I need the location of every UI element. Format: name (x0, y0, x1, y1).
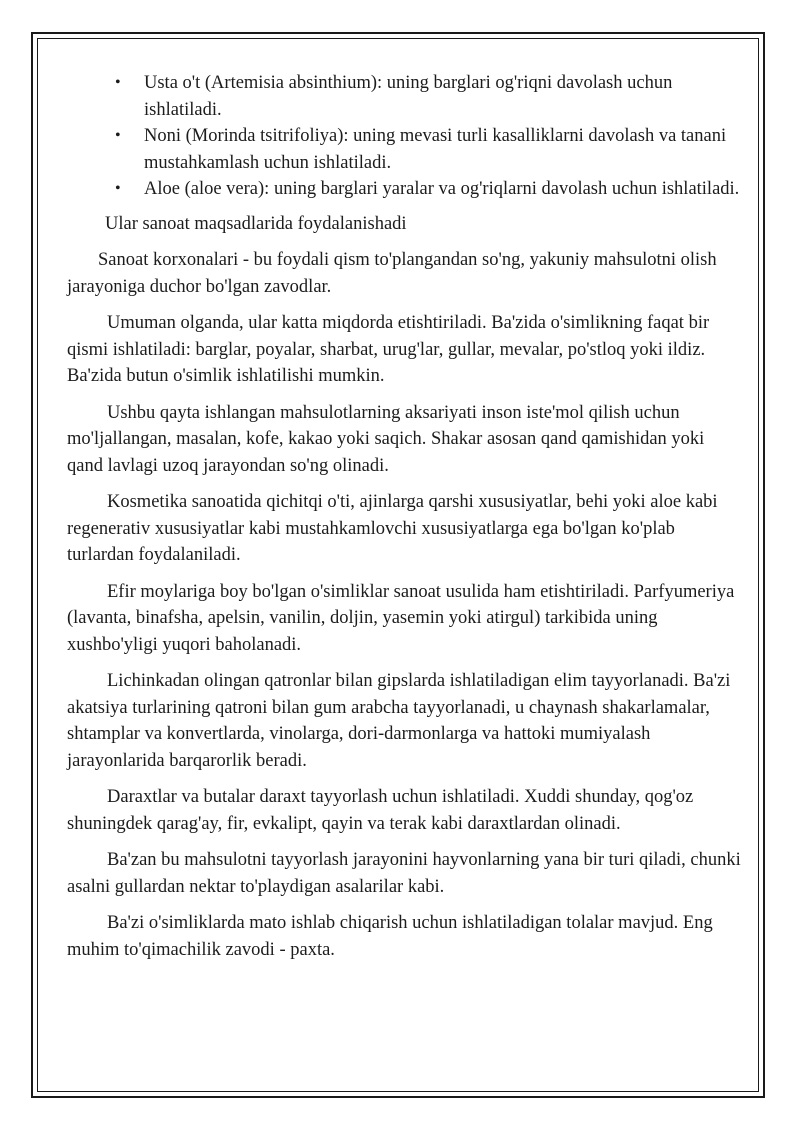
bullet-icon: • (115, 74, 121, 91)
section-heading: Ular sanoat maqsadlarida foydalanishadi (105, 213, 407, 234)
paragraph: Lichinkadan olingan qatronlar bilan gipslarda ishlatiladigan elim tayyorlanadi. Ba'zi akatsiya turlarining qatroni bilan gum arabcha tayyorlanadi, u chaynash shakarlamalar, shtamplar va konvertlarda, vinolarga, dori-darmonlarga va hattoki mumiyalash jarayonlarida barqarorlik beradi. (67, 671, 731, 771)
bullet-icon: • (115, 127, 121, 144)
list-item-text: Usta o't (Artemisia absinthium): uning barglari og'riqni davolash uchun ishlatiladi. (144, 73, 673, 120)
paragraph: Ba'zan bu mahsulotni tayyorlash jarayonini hayvonlarning yana bir turi qiladi, chunki asalni gullardan nektar to'playdigan asalarilar kabi. (67, 850, 741, 897)
paragraph: Umuman olganda, ular katta miqdorda etishtiriladi. Ba'zida o'simlikning faqat bir qismi ishlatiladi: barglar, poyalar, sharbat, urug'lar, gullar, mevalar, po'stloq yoki ildiz. Ba'zida butun o'simlik ishlatilishi mumkin. (67, 313, 710, 386)
list-item (67, 176, 743, 203)
paragraph: Kosmetika sanoatida qichitqi o'ti, ajinlarga qarshi xususiyatlar, behi yoki aloe kabi regenerativ xususiyatlar kabi mustahkamlovchi xususiyatlarga ega bo'lgan ko'plab turlardan foydalaniladi. (67, 492, 718, 565)
paragraph: Ba'zi o'simliklarda mato ishlab chiqarish uchun ishlatiladigan tolalar mavjud. Eng muhim to'qimachilik zavodi - paxta. (67, 913, 713, 960)
paragraph: Daraxtlar va butalar daraxt tayyorlash uchun ishlatiladi. Xuddi shunday, qog'oz shuningdek qarag'ay, fir, evkalipt, qayin va terak kabi daraxtlardan olinadi. (67, 787, 694, 834)
list-item-text: Noni (Morinda tsitrifoliya): uning mevasi turli kasalliklarni davolash va tanani mustahkamlash uchun ishlatiladi. (144, 126, 727, 173)
list-item (67, 70, 743, 123)
paragraph: Efir moylariga boy bo'lgan o'simliklar sanoat usulida ham etishtiriladi. Parfyumeriya (lavanta, binafsha, apelsin, vanilin, doljin, yasemin yoki atirgul) tarkibida uning xushbo'yligi yuqori baholanadi. (67, 581, 735, 655)
paragraph: Sanoat korxonalari - bu foydali qism to'plangandan so'ng, yakuniy mahsulotni olish jarayoniga duchor bo'lgan zavodlar. (67, 250, 717, 297)
paragraph: Ushbu qayta ishlangan mahsulotlarning aksariyati inson iste'mol qilish uchun mo'ljallangan, masalan, kofe, kakao yoki saqich. Shakar asosan qand qamishidan yoki qand lavlagi uzoq jarayondan so'ng olinadi. (67, 402, 705, 476)
list-item-text: Aloe (aloe vera): uning barglari yaralar va og'riqlarni davolash uchun ishlatiladi. (144, 179, 740, 199)
bullet-list (67, 70, 743, 203)
document-body (67, 70, 743, 963)
list-item (67, 123, 743, 176)
bullet-icon: • (115, 180, 121, 197)
